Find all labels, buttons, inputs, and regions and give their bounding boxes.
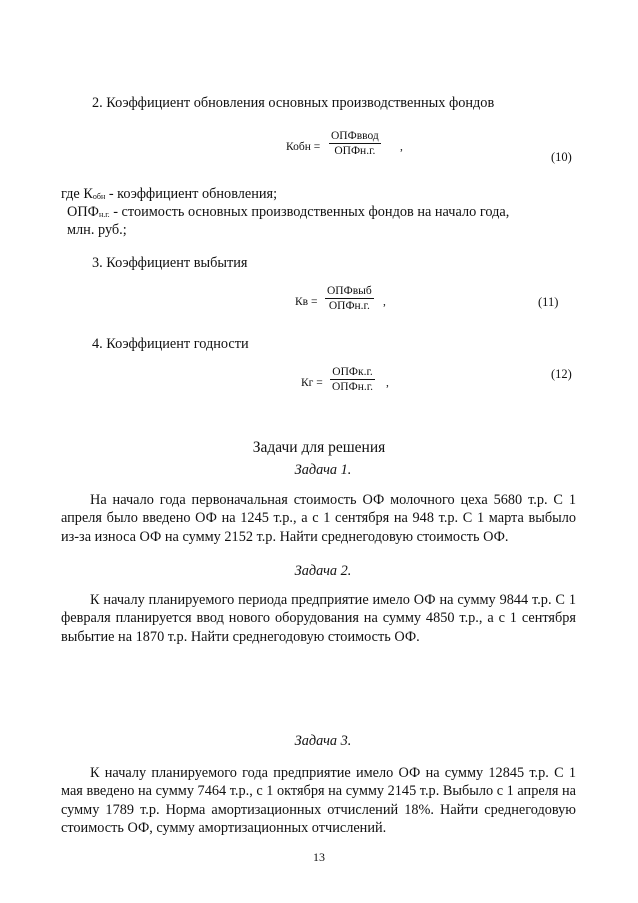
- page-number: 13: [313, 850, 325, 864]
- formula-10-fraction: [329, 130, 381, 157]
- formula-10-denominator: ОПФн.г.: [334, 145, 376, 157]
- formula-12-numerator: ОПФк.г.: [330, 366, 375, 380]
- formula-11-denominator: ОПФн.г.: [328, 300, 370, 312]
- item-3-heading: 3. Коэффициент выбытия: [92, 255, 248, 271]
- task-1-text: На начало года первоначальная стоимость ОФ молочного цеха 5680 т.р. С 1 апреля было введено ОФ на 1245 т.р., а с 1 сентября на 948 т.р. С 1 марта выбыло из-за износа ОФ на сумму 2152 т.р. Найти среднегодовую стоимость ОФ.: [61, 492, 576, 545]
- section-title: Задачи для решения: [252, 439, 386, 456]
- formula-12-comma: ,: [386, 377, 389, 389]
- formula-11-comma: ,: [383, 296, 386, 308]
- formula-10-number: (10): [551, 150, 572, 164]
- item-4-heading: 4. Коэффициент годности: [92, 336, 249, 352]
- formula-11-number: (11): [538, 295, 559, 309]
- where-line-3: млн. руб.;: [67, 222, 127, 238]
- where-line-2: ОПФн.г. - стоимость основных производственных фондов на начало года,: [67, 204, 510, 220]
- formula-10-numerator: ОПФввод: [331, 130, 379, 142]
- formula-12-number: (12): [551, 367, 572, 381]
- formula-11-fraction: [325, 285, 374, 312]
- task-3-heading: Задача 3.: [294, 733, 352, 749]
- task-2-heading: Задача 2.: [294, 563, 352, 579]
- formula-12-fraction: [330, 366, 375, 393]
- formula-12-lhs: Кг =: [301, 377, 323, 389]
- formula-12-denominator: ОПФн.г.: [332, 381, 374, 393]
- formula-11-numerator: ОПФвыб: [327, 285, 372, 297]
- where-line-1: где Кобн - коэффициент обновления;: [61, 186, 278, 202]
- formula-10-lhs: Кобн =: [286, 141, 321, 153]
- formula-10-comma: ,: [400, 141, 403, 153]
- item-2-heading: 2. Коэффициент обновления основных производственных фондов: [92, 95, 495, 111]
- task-3-text: К началу планируемого года предприятие имело ОФ на сумму 12845 т.р. С 1 мая введено на сумму 7464 т.р., с 1 октября на сумму 2145 т.р. Выбыло с 1 апреля на сумму 1789 т.р. Норма амортизационных отчислений 18%. Найти среднегодовую стоимость ОФ, сумму амортизационных отчислений.: [61, 765, 576, 836]
- formula-11-lhs: Кв =: [295, 296, 318, 308]
- task-2-text: К началу планируемого периода предприятие имело ОФ на сумму 9844 т.р. С 1 февраля планируется ввод нового оборудования на сумму 4850 т.р., а с 1 сентября выбытие на 1870 т.р. Найти среднегодовую стоимость ОФ.: [61, 592, 576, 645]
- task-1-heading: Задача 1.: [294, 462, 352, 478]
